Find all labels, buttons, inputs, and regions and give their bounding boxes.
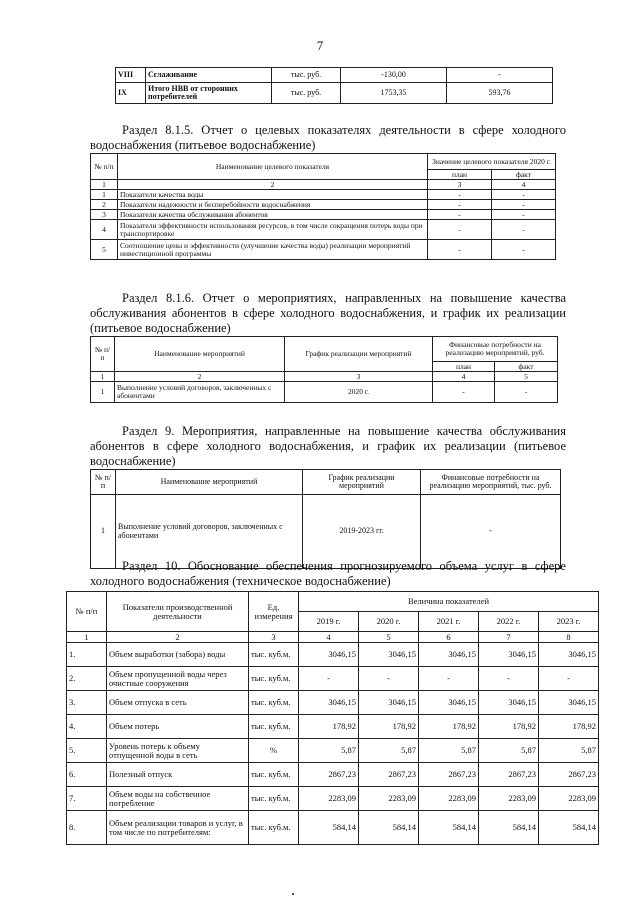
row-unit: тыс. куб.м.	[249, 787, 299, 811]
table-row	[67, 715, 599, 739]
row-value: 3046,15	[359, 643, 419, 667]
heading-text: Раздел 8.1.6. Отчет о мероприятиях, направленных на повышение качества обслуживания абонентов в сфере холодного водоснабжения, и график их реализации (питьевое водоснабжение)	[90, 291, 566, 335]
row-value: 2867,23	[539, 763, 599, 787]
col-unit: Ед. измерения	[249, 592, 299, 632]
row-num: 1	[91, 190, 118, 200]
col-year: 2021 г.	[419, 612, 479, 632]
row-name: Объем выработки (забора) воды	[107, 643, 249, 667]
table-row	[116, 83, 553, 104]
row-value: 584,14	[479, 811, 539, 845]
index-cell: 3	[285, 372, 433, 382]
row-value: 2867,23	[359, 763, 419, 787]
row-value: -	[359, 667, 419, 691]
row-value: 584,14	[539, 811, 599, 845]
table-row	[67, 787, 599, 811]
row-unit: тыс. куб.м.	[249, 763, 299, 787]
table-row	[116, 68, 553, 83]
row-name: Показатели эффективности использования ресурсов, в том числе сокращения потерь воды при транспортировке	[118, 220, 428, 240]
section-heading	[90, 559, 566, 589]
index-cell: 6	[419, 632, 479, 643]
row-value: 3046,15	[479, 691, 539, 715]
row-value: 178,92	[419, 715, 479, 739]
row-value: -	[447, 68, 553, 83]
col-value: Значение целевого показателя 2020 г.	[428, 154, 556, 170]
row-name: Уровень потерь к объему отпущенной воды в сеть	[107, 739, 249, 763]
row-num: 3.	[67, 691, 107, 715]
row-name: Соотношение цены и эффективности (улучшение качества воды) реализации мероприятий инвестиционной программы	[118, 240, 428, 260]
row-value: 2867,23	[299, 763, 359, 787]
row-value: 2867,23	[419, 763, 479, 787]
row-plan: -	[428, 210, 492, 220]
section-heading	[90, 291, 566, 336]
index-cell: 3	[249, 632, 299, 643]
col-schedule: График реализации мероприятий	[285, 337, 433, 372]
row-value: 178,92	[359, 715, 419, 739]
table-row	[67, 763, 599, 787]
index-cell: 4	[433, 372, 495, 382]
row-plan: -	[428, 200, 492, 210]
row-value: 3046,15	[359, 691, 419, 715]
row-num: 1	[91, 382, 115, 403]
row-name: Объем потерь	[107, 715, 249, 739]
table-row	[67, 643, 599, 667]
col-num: № п/п	[67, 592, 107, 632]
col-name: Наименование мероприятий	[116, 470, 303, 495]
row-plan: -	[428, 190, 492, 200]
index-cell: 2	[107, 632, 249, 643]
row-value: 5,87	[359, 739, 419, 763]
row-name: Объем воды на собственное потребление	[107, 787, 249, 811]
index-row	[67, 632, 599, 643]
row-fact: -	[495, 382, 558, 403]
index-cell: 2	[118, 180, 428, 190]
row-value: 3046,15	[419, 691, 479, 715]
row-num: 2.	[67, 667, 107, 691]
row-num: 4	[91, 220, 118, 240]
row-num: 6.	[67, 763, 107, 787]
index-row	[91, 372, 558, 382]
row-unit: тыс. руб.	[272, 83, 341, 104]
row-num: 4.	[67, 715, 107, 739]
row-value: -	[539, 667, 599, 691]
index-cell: 7	[479, 632, 539, 643]
index-cell: 1	[67, 632, 107, 643]
table-row	[67, 811, 599, 845]
heading-text: Раздел 8.1.5. Отчет о целевых показателях деятельности в сфере холодного водоснабжения (питьевое водоснабжение)	[90, 123, 566, 152]
row-value: 3046,15	[539, 691, 599, 715]
row-plan: -	[428, 220, 492, 240]
row-name: Объем пропущенной воды через очистные сооружения	[107, 667, 249, 691]
row-value: 5,87	[299, 739, 359, 763]
row-value: -	[479, 667, 539, 691]
nvv-table	[115, 67, 553, 104]
index-cell: 3	[428, 180, 492, 190]
index-row	[91, 180, 556, 190]
row-num: VIII	[116, 68, 146, 83]
row-value: 1753,35	[341, 83, 447, 104]
col-year: 2023 г.	[539, 612, 599, 632]
col-values: Величина показателей	[299, 592, 599, 612]
col-num: № п/п	[91, 337, 115, 372]
table-row	[91, 382, 558, 403]
row-num: 8.	[67, 811, 107, 845]
row-value: 178,92	[479, 715, 539, 739]
indicators-table	[90, 153, 556, 260]
col-schedule: График реализации мероприятий	[303, 470, 421, 495]
scan-speck	[292, 893, 294, 895]
row-num: 5.	[67, 739, 107, 763]
row-num: 3	[91, 210, 118, 220]
row-plan: -	[428, 240, 492, 260]
row-unit: тыс. куб.м.	[249, 715, 299, 739]
section-heading	[90, 424, 566, 469]
row-plan: -	[433, 382, 495, 403]
row-fin: -	[421, 495, 561, 569]
row-num: 2	[91, 200, 118, 210]
row-value: 2283,09	[359, 787, 419, 811]
col-fact: факт	[492, 170, 556, 180]
forecast-table	[66, 591, 599, 845]
row-value: 3046,15	[479, 643, 539, 667]
row-value: -	[299, 667, 359, 691]
row-num: 7.	[67, 787, 107, 811]
index-cell: 5	[495, 372, 558, 382]
table-row	[91, 220, 556, 240]
row-value: 584,14	[299, 811, 359, 845]
col-num: № п/п	[91, 470, 116, 495]
row-value: 178,92	[539, 715, 599, 739]
row-name: Сглаживание	[146, 68, 272, 83]
row-num: IX	[116, 83, 146, 104]
row-value: -	[419, 667, 479, 691]
row-value: 2867,23	[479, 763, 539, 787]
table-row	[91, 200, 556, 210]
row-unit: тыс. куб.м.	[249, 691, 299, 715]
index-cell: 5	[359, 632, 419, 643]
row-value: 178,92	[299, 715, 359, 739]
row-value: 2283,09	[479, 787, 539, 811]
table-row	[67, 667, 599, 691]
row-value: 593,76	[447, 83, 553, 104]
row-unit: тыс. руб.	[272, 68, 341, 83]
heading-text: Раздел 9. Мероприятия, направленные на повышение качества обслуживания абонентов в сфере холодного водоснабжения, и график их реализации (питьевое водоснабжение)	[90, 424, 566, 468]
row-value: 3046,15	[299, 643, 359, 667]
row-unit: тыс. куб.м.	[249, 811, 299, 845]
row-fact: -	[492, 190, 556, 200]
table-row	[67, 691, 599, 715]
row-name: Выполнение условий договоров, заключенных с абонентами	[115, 382, 285, 403]
measures-table	[90, 336, 558, 403]
index-cell: 4	[492, 180, 556, 190]
row-unit: тыс. куб.м.	[249, 643, 299, 667]
index-cell: 1	[91, 180, 118, 190]
row-fact: -	[492, 240, 556, 260]
row-unit: %	[249, 739, 299, 763]
row-fact: -	[492, 220, 556, 240]
page-number: 7	[316, 38, 324, 53]
row-name: Объем реализации товаров и услуг, в том числе по потребителям:	[107, 811, 249, 845]
col-plan: план	[428, 170, 492, 180]
section-heading	[90, 123, 566, 153]
table-row	[91, 210, 556, 220]
row-num: 1.	[67, 643, 107, 667]
col-year: 2022 г.	[479, 612, 539, 632]
row-value: 5,87	[479, 739, 539, 763]
row-unit: тыс. куб.м.	[249, 667, 299, 691]
row-value: 5,87	[419, 739, 479, 763]
row-name: Выполнение условий договоров, заключенных с абонентами	[116, 495, 303, 569]
row-num: 5	[91, 240, 118, 260]
row-value: 3046,15	[299, 691, 359, 715]
col-name: Наименование целевого показателя	[118, 154, 428, 180]
section9-table	[90, 469, 561, 569]
heading-text: Раздел 10. Обоснование обеспечения прогнозируемого объема услуг в сфере холодного водоснабжения (техническое водоснабжение)	[90, 559, 566, 588]
row-num: 1	[91, 495, 116, 569]
col-name: Показатели производственной деятельности	[107, 592, 249, 632]
index-cell: 4	[299, 632, 359, 643]
row-value: 3046,15	[419, 643, 479, 667]
row-value: 2283,09	[539, 787, 599, 811]
index-cell: 2	[115, 372, 285, 382]
index-cell: 8	[539, 632, 599, 643]
row-value: -130,00	[341, 68, 447, 83]
row-schedule: 2019-2023 гг.	[303, 495, 421, 569]
row-value: 2283,09	[299, 787, 359, 811]
table-row	[91, 495, 561, 569]
row-name: Полезный отпуск	[107, 763, 249, 787]
row-fact: -	[492, 200, 556, 210]
row-name: Показатели надежности и бесперебойности водоснабжения	[118, 200, 428, 210]
row-fact: -	[492, 210, 556, 220]
row-value: 584,14	[359, 811, 419, 845]
row-name: Итого НВВ от сторонних потребителей	[146, 83, 272, 104]
row-value: 584,14	[419, 811, 479, 845]
row-name: Показатели качества обслуживания абонентов	[118, 210, 428, 220]
col-year: 2020 г.	[359, 612, 419, 632]
row-schedule: 2020 г.	[285, 382, 433, 403]
row-name: Показатели качества воды	[118, 190, 428, 200]
col-name: Наименование мероприятий	[115, 337, 285, 372]
row-value: 2283,09	[419, 787, 479, 811]
col-fin: Финансовые потребности на реализацию мероприятий, руб.	[433, 337, 558, 362]
index-cell: 1	[91, 372, 115, 382]
row-value: 5,87	[539, 739, 599, 763]
col-num: № п/п	[91, 154, 118, 180]
table-row	[67, 739, 599, 763]
table-row	[91, 190, 556, 200]
row-name: Объем отпуска в сеть	[107, 691, 249, 715]
table-row	[91, 240, 556, 260]
row-value: 3046,15	[539, 643, 599, 667]
col-year: 2019 г.	[299, 612, 359, 632]
col-fin: Финансовые потребности на реализацию мероприятий, тыс. руб.	[421, 470, 561, 495]
col-plan: план	[433, 362, 495, 372]
col-fact: факт	[495, 362, 558, 372]
